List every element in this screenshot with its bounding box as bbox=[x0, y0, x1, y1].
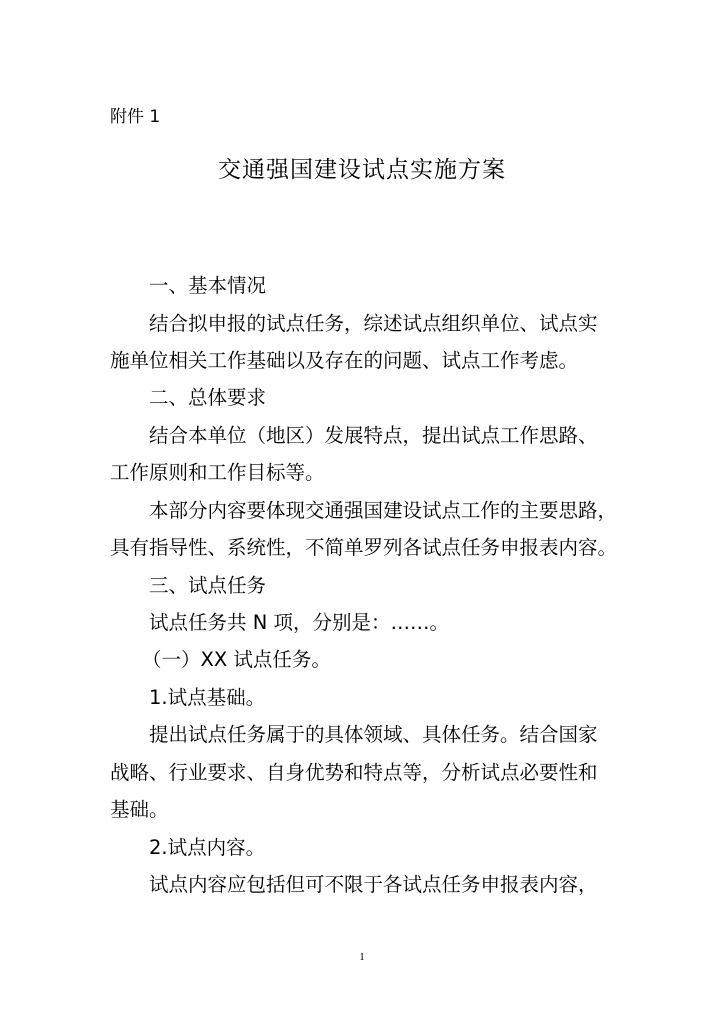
item-heading-pilot-basis: 1.试点基础。 bbox=[149, 686, 266, 709]
paragraph-line: 战略、行业要求、自身优势和特点等，分析试点必要性和 bbox=[110, 761, 598, 784]
attachment-label: 附件 1 bbox=[110, 107, 161, 127]
section-heading-pilot-tasks: 三、试点任务 bbox=[149, 574, 267, 597]
paragraph-line: 基础。 bbox=[110, 798, 169, 821]
paragraph-line: 施单位相关工作基础以及存在的问题、试点工作考虑。 bbox=[110, 349, 579, 372]
item-heading-pilot-content: 2.试点内容。 bbox=[149, 836, 266, 859]
paragraph-line: 结合本单位（地区）发展特点，提出试点工作思路、 bbox=[149, 424, 598, 447]
paragraph-line: 提出试点任务属于的具体领域、具体任务。结合国家 bbox=[149, 723, 598, 746]
page-number: 1 bbox=[359, 951, 365, 963]
paragraph-line: 工作原则和工作目标等。 bbox=[110, 461, 325, 484]
paragraph-line: 结合拟申报的试点任务，综述试点组织单位、试点实 bbox=[149, 312, 598, 335]
paragraph-line: 本部分内容要体现交通强国建设试点工作的主要思路， bbox=[149, 499, 618, 522]
paragraph-line: 试点内容应包括但可不限于各试点任务申报表内容， bbox=[149, 873, 598, 896]
section-heading-basic-situation: 一、基本情况 bbox=[149, 274, 267, 297]
subsection-heading-pilot-task: （一）XX 试点任务。 bbox=[142, 648, 331, 671]
paragraph-line: 试点任务共 N 项，分别是：……。 bbox=[149, 611, 449, 634]
paragraph-line: 具有指导性、系统性，不简单罗列各试点任务申报表内容。 bbox=[110, 536, 618, 559]
document-title: 交通强国建设试点实施方案 bbox=[218, 157, 506, 183]
section-heading-general-requirements: 二、总体要求 bbox=[149, 386, 267, 409]
